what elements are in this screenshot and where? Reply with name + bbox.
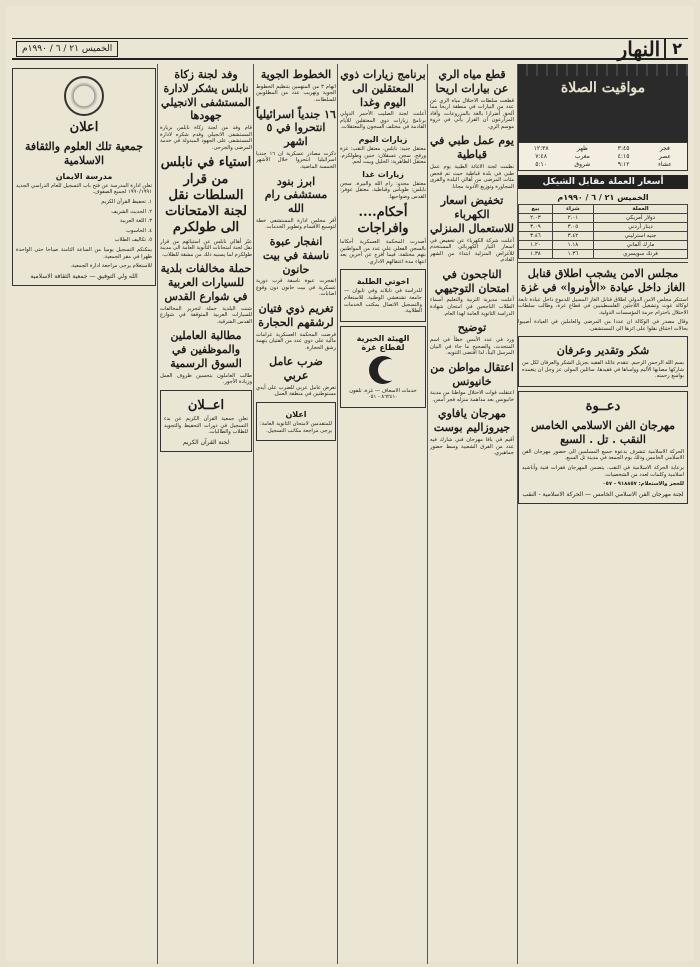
headline: الخطوط الجوية (260, 68, 332, 81)
table-header-row (519, 205, 688, 214)
headline: اعلان (69, 120, 99, 135)
prayer-cell: ١٢:٣٨ (533, 145, 549, 152)
masthead (12, 38, 688, 60)
prayer-cell: ظهر (576, 145, 588, 152)
headline: اعــلان (187, 397, 225, 413)
article-text: خدمات الاسعاف — غزة، تلفون ٨٦٢٤١٠ - ٠٥١ (349, 387, 417, 401)
table-row (519, 223, 688, 232)
signature: لجنة مهرجان الفن الاسلامي الخامس — الحركة الاسلامية - النقب (522, 490, 684, 498)
headline: الناجحون في امتحان التوجيهي (434, 267, 510, 295)
table-cell: مارك ألماني (593, 241, 687, 250)
prayer-cell: شروق (574, 161, 591, 168)
subheading: الهيئة الخيرية لقطاع غزة (356, 333, 410, 352)
exchange-title: أسعار العملة مقابل الشيكل (518, 175, 688, 189)
list-item: ٣. اللغة العربية (120, 218, 152, 225)
newspaper-name: النهار (617, 36, 661, 61)
thanks-box (518, 336, 688, 387)
table-cell: ٣.٤٢ (552, 232, 593, 241)
exchange-table (518, 204, 688, 259)
society-emblem-icon (64, 76, 104, 116)
signature: لجنة القرآن الكريم (182, 438, 230, 446)
headline: توضيح (457, 321, 487, 335)
article-text: تعلن ادارة المدرسة عن فتح باب التسجيل للعام الدراسي الجديد ١٩٩٠/١٩٩١ لجميع الصفوف. (16, 182, 152, 196)
article-text: يمكنكم التسجيل يوميا من الساعة الثامنة صباحا حتى الواحدة ظهرا في مقر الجمعية. (16, 246, 152, 260)
article-text: الحركة الاسلامية تتشرف بدعوة جميع المسلمين الى حضور مهرجان الفن الاسلامي الخامس وذلك يوم الجمعة في مدينة تل السبع. (522, 448, 684, 462)
headline: أحكام.... وافراجات (357, 204, 409, 236)
subheading: اخوتي الطلبة (356, 277, 410, 287)
table-cell: دينار أردني (593, 223, 687, 232)
table-header: العملة (593, 205, 687, 214)
table-cell: ٢.٠٣ (519, 214, 553, 223)
subheading: زيارات اليوم (358, 135, 408, 145)
column-4 (256, 64, 336, 445)
subheading: زيارات غدا (362, 169, 404, 179)
headline: جمعية تلك العلوم والثقافة الاسلامية (24, 140, 144, 167)
list-item: ٤. الحاسوب (126, 227, 152, 234)
prayer-cell: مغرب (574, 153, 590, 160)
article-text: أعلنت مديرية التربية والتعليم أسماء الطلاب الناجحين في امتحان شهادة الدراسة الثانوية العامة لهذا العام. (430, 297, 514, 317)
article-text: عبّر أهالي نابلس عن استيائهم من قرار نقل لجنة امتحانات الثانوية العامة الى مدينة طولكرم لما يسببه ذلك من مشقة للطلاب. (160, 238, 252, 258)
article-text: شنت البلدية حملة لتحرير المخالفات للسيارات العربية المتوقفة في شوارع القدس الشرقية. (160, 305, 252, 325)
prayer-cell: فجر (659, 145, 670, 152)
subheading: اعلان (285, 410, 307, 419)
article-text: بسم الله الرحمن الرحيم. تتقدم عائلة الفقيد بجزيل الشكر والعرفان لكل من شاركها مصابها الأليم وواساها في فقيدها، سائلين المولى عز وجل ان يتغمده بواسع رحمته. (522, 360, 684, 380)
headline: وفد لجنة زكاة نابلس يشكر لادارة المستشفى الانجيلي جهودها (161, 68, 251, 123)
subheading: مدرسة الايمان (55, 171, 113, 181)
article-text: للمتقدمين لامتحان الثانوية العامة: يرجى مراجعة مكاتب التسجيل. (260, 421, 332, 434)
charity-ad (340, 326, 426, 408)
mosque-dome-decoration (518, 64, 688, 76)
issue-date: الخميس ٢١ / ٦ / ١٩٩٠م (16, 41, 118, 57)
headline: برنامج زيارات ذوي المعتقلين الى اليوم وغدا (340, 68, 426, 109)
quran-ad (160, 390, 252, 452)
article-text: أصدرت المحكمة العسكرية أحكاما بالسجن الفعلي على عدد من المواطنين بتهم مختلفة، فيما أفرج عن آخرين بعد انتهاء مدة اعتقالهم الاداري. (340, 239, 426, 265)
headline: استياء في نابلس من قرار السلطات نقل لجنة الامتحانات الى طولكرم (160, 155, 252, 236)
column-6 (12, 64, 156, 290)
table-row (519, 232, 688, 241)
headline: ١٦ جندياً اسرائيلياً انتحروا في ٥ اشهر (256, 107, 336, 149)
article-text: معتقل مجدو: رام الله والبيرة. سجن نابلس: طوباس وقباطية. معتقل عوفر: القدس وضواحيها. (340, 180, 426, 200)
headline: تغريم ذوي فتيان لرشقهم الحجارة (258, 302, 334, 329)
table-cell: ١.٢٠ (519, 241, 553, 250)
article-text: انفجرت عبوة ناسفة قرب دورية عسكرية في بيت حانون دون وقوع اصابات. (256, 278, 336, 298)
column-1 (518, 64, 688, 508)
list-item: ١. تحفيظ القرآن الكريم (101, 198, 152, 205)
prayer-cell: ٥:١٠ (535, 161, 547, 168)
table-cell: فرنك سويسري (593, 250, 687, 259)
list-item: ٢. الحديث الشريف (111, 208, 152, 215)
prayer-cell: ٩:١٢ (617, 161, 630, 168)
signature: الله ولي التوفيق — جمعية الثقافة الاسلامية (30, 272, 138, 280)
article-text: للاستعلام يرجى مراجعة ادارة الجمعية. (70, 263, 152, 270)
headline: مهرجان يافاوي جيروزاليم بوست (433, 407, 511, 435)
students-ad (340, 269, 426, 321)
article-text: وقال مصدر في الوكالة ان عددا من المرضى والعاملين في العيادة أصيبوا بحالات اختناق نقلوا على اثرها الى المستشفى. (518, 319, 688, 332)
table-cell: ٢.٠١ (552, 214, 593, 223)
article-text: استنكر مجلس الامن الدولي اطلاق قنابل الغاز المسيل للدموع داخل عيادة تابعة لوكالة غوث وتشغيل اللاجئين الفلسطينيين في قطاع غزة، وطالب سلطات الاحتلال باحترام حرمة المؤسسات الدولية. (518, 296, 688, 316)
article-text: أقيم في يافا مهرجان فني شارك فيه عدد من الفرق الشعبية وسط حضور جماهيري. (430, 436, 514, 457)
article-text: ورد في عدد الأمس خطأ في اسم المتحدث، والصحيح ما جاء في البيان المرسل الينا، لذا اقتضى التنويه. (430, 337, 514, 357)
article-text: قطعت سلطات الاحتلال مياه الري عن عدد من البيارات في منطقة اريحا مما ألحق أضرارا بالغة بالمزروعات، وأفاد المزارعون ان القرار يأتي في ذروة موسم الري. (430, 97, 514, 130)
column-2 (430, 64, 514, 460)
article-text: أعلنت شركة الكهرباء عن تخفيض في اسعار التيار الكهربائي المستخدم للأغراض المنزلية ابتداء من الشهر القادم. (430, 237, 514, 264)
column-3 (340, 64, 426, 412)
newspaper-page (6, 6, 694, 961)
table-row (519, 241, 688, 250)
prayer-cell: عشاء (658, 161, 672, 168)
exchange-date: الخميس ٢١ / ٦ / ١٩٩٠م (557, 193, 649, 202)
headline: دعــوة (585, 399, 621, 414)
prayer-cell: عصر (658, 153, 671, 160)
page-number: ٢ (664, 39, 688, 58)
table-cell: ١.٣٦ (552, 250, 593, 259)
column-5 (160, 64, 252, 456)
headline: مطالبة العاملين والموظفين في السوق الرسمية (170, 329, 242, 370)
list-item: ٥. تكاليف الطلاب (114, 237, 152, 244)
article-text: أعلنت لجنة الصليب الأحمر الدولي برنامج زيارات ذوي المعتقلين للأيام القادمة في مختلف السجون والمعتقلات. (340, 111, 426, 131)
prayer-banner (518, 64, 688, 142)
article-text: معتقل جنيد: نابلس. معتقل النقب: غزة ورفح. سجن عسقلان: جنين وطولكرم. معتقل الظاهرية: الخليل وبيت لحم. (340, 146, 426, 166)
article-text: اعتقلت قوات الاحتلال مواطنا من مدينة خانيونس بعد مداهمة منزله فجر أمس. (430, 390, 514, 403)
invitation-box (518, 391, 688, 504)
table-cell: جنيه استرليني (593, 232, 687, 241)
article-text: برعاية الحركة الاسلامية في النقب. يتضمن المهرجان فقرات فنية وأناشيد اسلامية وكلمات لعدد من الشخصيات. (522, 464, 684, 478)
table-cell: ٣.٠٩ (519, 223, 553, 232)
article-text: قام وفد من لجنة زكاة نابلس بزيارة المستشفى الانجيلي وقدم شكره لادارة المستشفى على الجهود المبذولة في خدمة المرضى والجرحى. (160, 125, 252, 151)
table-cell: ١.٣٨ (519, 250, 553, 259)
headline: اعتقال مواطن من خانيونس (430, 360, 514, 388)
prayer-times-grid (518, 142, 688, 171)
headline: ضرب عامل عربي (269, 355, 323, 383)
headline: مجلس الامن يشجب اطلاق قنابل الغاز داخل عيادة «الأونروا» في غزة (520, 267, 686, 294)
headline: ابرز بنود مستشفى رام الله (264, 174, 328, 216)
table-cell: ٣.٤٦ (519, 232, 553, 241)
headline: شكر وتقدير وعرفان (556, 344, 650, 358)
article-text: طالب العاملون بتحسين ظروف العمل وزيادة الأجور. (160, 372, 252, 386)
prayer-title: مواقيت الصلاة (560, 80, 646, 96)
article-text: أقر مجلس ادارة المستشفى خطة لتوسيع الأقسام وتطوير الخدمات. (256, 217, 336, 231)
article-text: فرضت المحكمة العسكرية غرامات مالية على ذوي عدد من الفتيان بتهمة رشق الحجارة. (256, 331, 336, 351)
prayer-cell: ٣:٤٥ (617, 145, 630, 152)
table-cell: ٣.٠٥ (552, 223, 593, 232)
table-header: بيع (519, 205, 553, 214)
notice-box (256, 402, 336, 441)
table-cell: ١.١٨ (552, 241, 593, 250)
headline: قطع مياه الري عن بيارات اريحا (435, 68, 509, 95)
article-text: للدراسة في تايلاند وفي تايوان — جامعة تشنغشي الوطنية. للاستعلام والتسجيل الاتصال بمكتب الخدمات الطلابية. (344, 288, 422, 315)
headline: مهرجان الفن الاسلامي الخامس النقب . تل . السبع (530, 419, 676, 446)
article-text: نظمت لجنة الاغاثة الطبية يوم عمل طبي في بلدة قباطية حيث تم فحص مئات المرضى من أهالي البلدة والقرى المجاورة وتوزيع الأدوية مجانا. (430, 163, 514, 190)
article-text: اتهام ٣ من المتهمين بتنظيم الخطوط الجوية وتهريب عدد من المطلوبين للسلطات. (256, 83, 336, 103)
headline: يوم عمل طبي في قباطية (430, 134, 514, 162)
school-ad (12, 68, 156, 286)
article-text: تعرض عامل عربي للضرب على أيدي مستوطنين في منطقة العمل. (256, 384, 336, 398)
article-text: ذكرت مصادر عسكرية ان ١٦ جنديا اسرائيليا انتحروا خلال الأشهر الخمسة الماضية. (256, 150, 336, 170)
article-text: تعلن جمعية القرآن الكريم عن بدء التسجيل في دورات التحفيظ والتجويد للطلاب والطالبات. (164, 416, 248, 436)
headline: حملة مخالفات بلدية للسيارات العربية في شوارع القدس (160, 262, 252, 303)
table-row (519, 250, 688, 259)
table-row (519, 214, 688, 223)
article-text: للحجز والاستعلام: ٩١٨٨٥٧ - ٠٥٧ (602, 481, 684, 488)
table-header: شراء (552, 205, 593, 214)
headline: انفجار عبوة ناسفة في بيت حانون (262, 235, 330, 276)
prayer-cell: ٧:٤٨ (535, 153, 547, 160)
headline: تخفيض اسعار الكهرباء للاستعمال المنزلي (430, 194, 514, 235)
crescent-icon (369, 356, 397, 384)
prayer-cell: ٤:١٥ (617, 153, 630, 160)
table-cell: دولار أمريكي (593, 214, 687, 223)
